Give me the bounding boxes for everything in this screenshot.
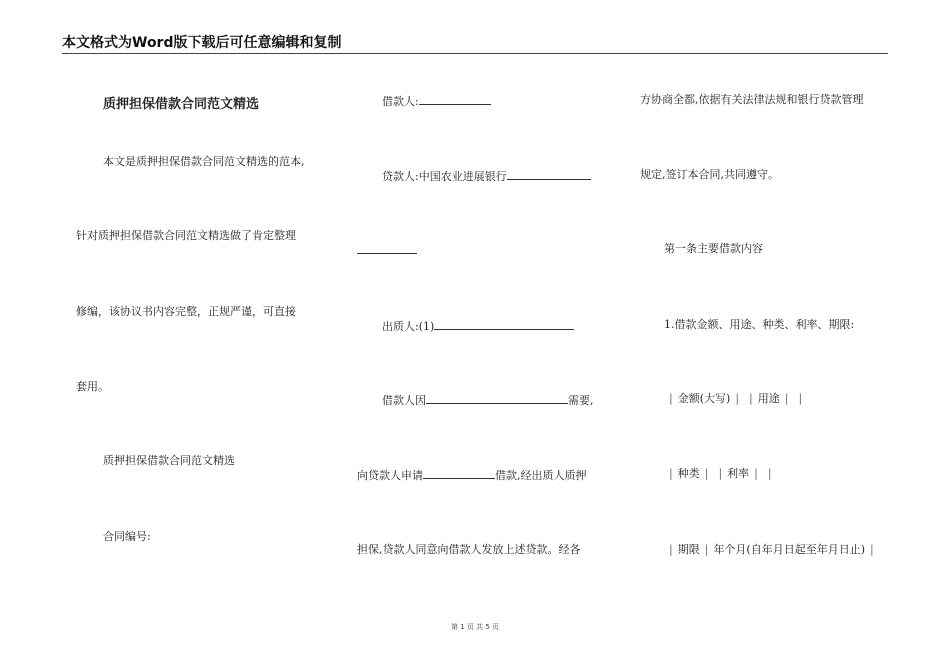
borrower-line: [382, 93, 491, 109]
lender-label: 贷款人:中国农业进展银行: [382, 170, 507, 183]
agreement-line-2: 规定,签订本合同,共同遵守。: [640, 168, 779, 181]
document-title: 质押担保借款合同范文精选: [103, 97, 260, 112]
term-label: 期限: [677, 543, 700, 556]
apply-suffix: 借款,经出质人质押: [495, 469, 587, 482]
agreement-line-1: 方协商全都,依据有关法律法规和银行贷款管理: [640, 93, 864, 106]
table-row-amount: | 金额(大写) | | 用途 | |: [669, 392, 803, 405]
contract-number-label: 合同编号:: [103, 530, 151, 543]
lender-continuation: [357, 242, 417, 258]
loan-terms-item: 1.借款金额、用途、种类、利率、期限:: [664, 318, 855, 331]
table-row-type: | 种类 | | 利率 | |: [669, 467, 772, 480]
reason-suffix: 需要,: [568, 394, 594, 407]
reason-line: [382, 392, 594, 408]
document-header: 本文格式为Word版下载后可任意编辑和复制: [62, 35, 342, 51]
contract-subtitle: 质押担保借款合同范文精选: [103, 454, 235, 467]
lender-blank: [507, 168, 591, 180]
type-label: 种类: [677, 467, 700, 480]
apply-line: [357, 467, 587, 483]
reason-prefix: 借款人因: [382, 394, 426, 407]
reason-blank: [426, 392, 568, 404]
lender-line: [382, 168, 591, 184]
table-row-term: | 期限 | 年个月(自年月日起至年月日止) |: [669, 543, 874, 556]
rate-label: 利率: [727, 467, 750, 480]
apply-blank: [423, 467, 495, 479]
pledgor-blank: [434, 318, 574, 330]
purpose-label: 用途: [757, 392, 780, 405]
pledgor-line: [382, 318, 574, 334]
borrower-label: 借款人:: [382, 95, 419, 108]
page-footer: 第 1 页 共 5 页: [450, 623, 500, 631]
intro-line-3: 修编，该协议书内容完整，正规严谨，可直接: [76, 305, 296, 318]
guarantee-line: 担保,贷款人同意向借款人发放上述贷款。经各: [357, 543, 581, 556]
apply-prefix: 向贷款人申请: [357, 469, 423, 482]
term-value: 年个月(自年月日起至年月日止): [713, 543, 866, 556]
borrower-blank: [419, 93, 491, 105]
intro-line-4: 套用。: [76, 380, 109, 393]
header-divider: [62, 53, 888, 54]
pledgor-label: 出质人:(1): [382, 320, 435, 333]
intro-line-1: 本文是质押担保借款合同范文精选的范本,: [103, 155, 305, 168]
amount-label: 金额(大写): [677, 392, 731, 405]
article-1-heading: 第一条主要借款内容: [664, 242, 763, 255]
lender-blank-cont: [357, 242, 417, 254]
intro-line-2: 针对质押担保借款合同范文精选做了肯定整理: [76, 229, 296, 242]
